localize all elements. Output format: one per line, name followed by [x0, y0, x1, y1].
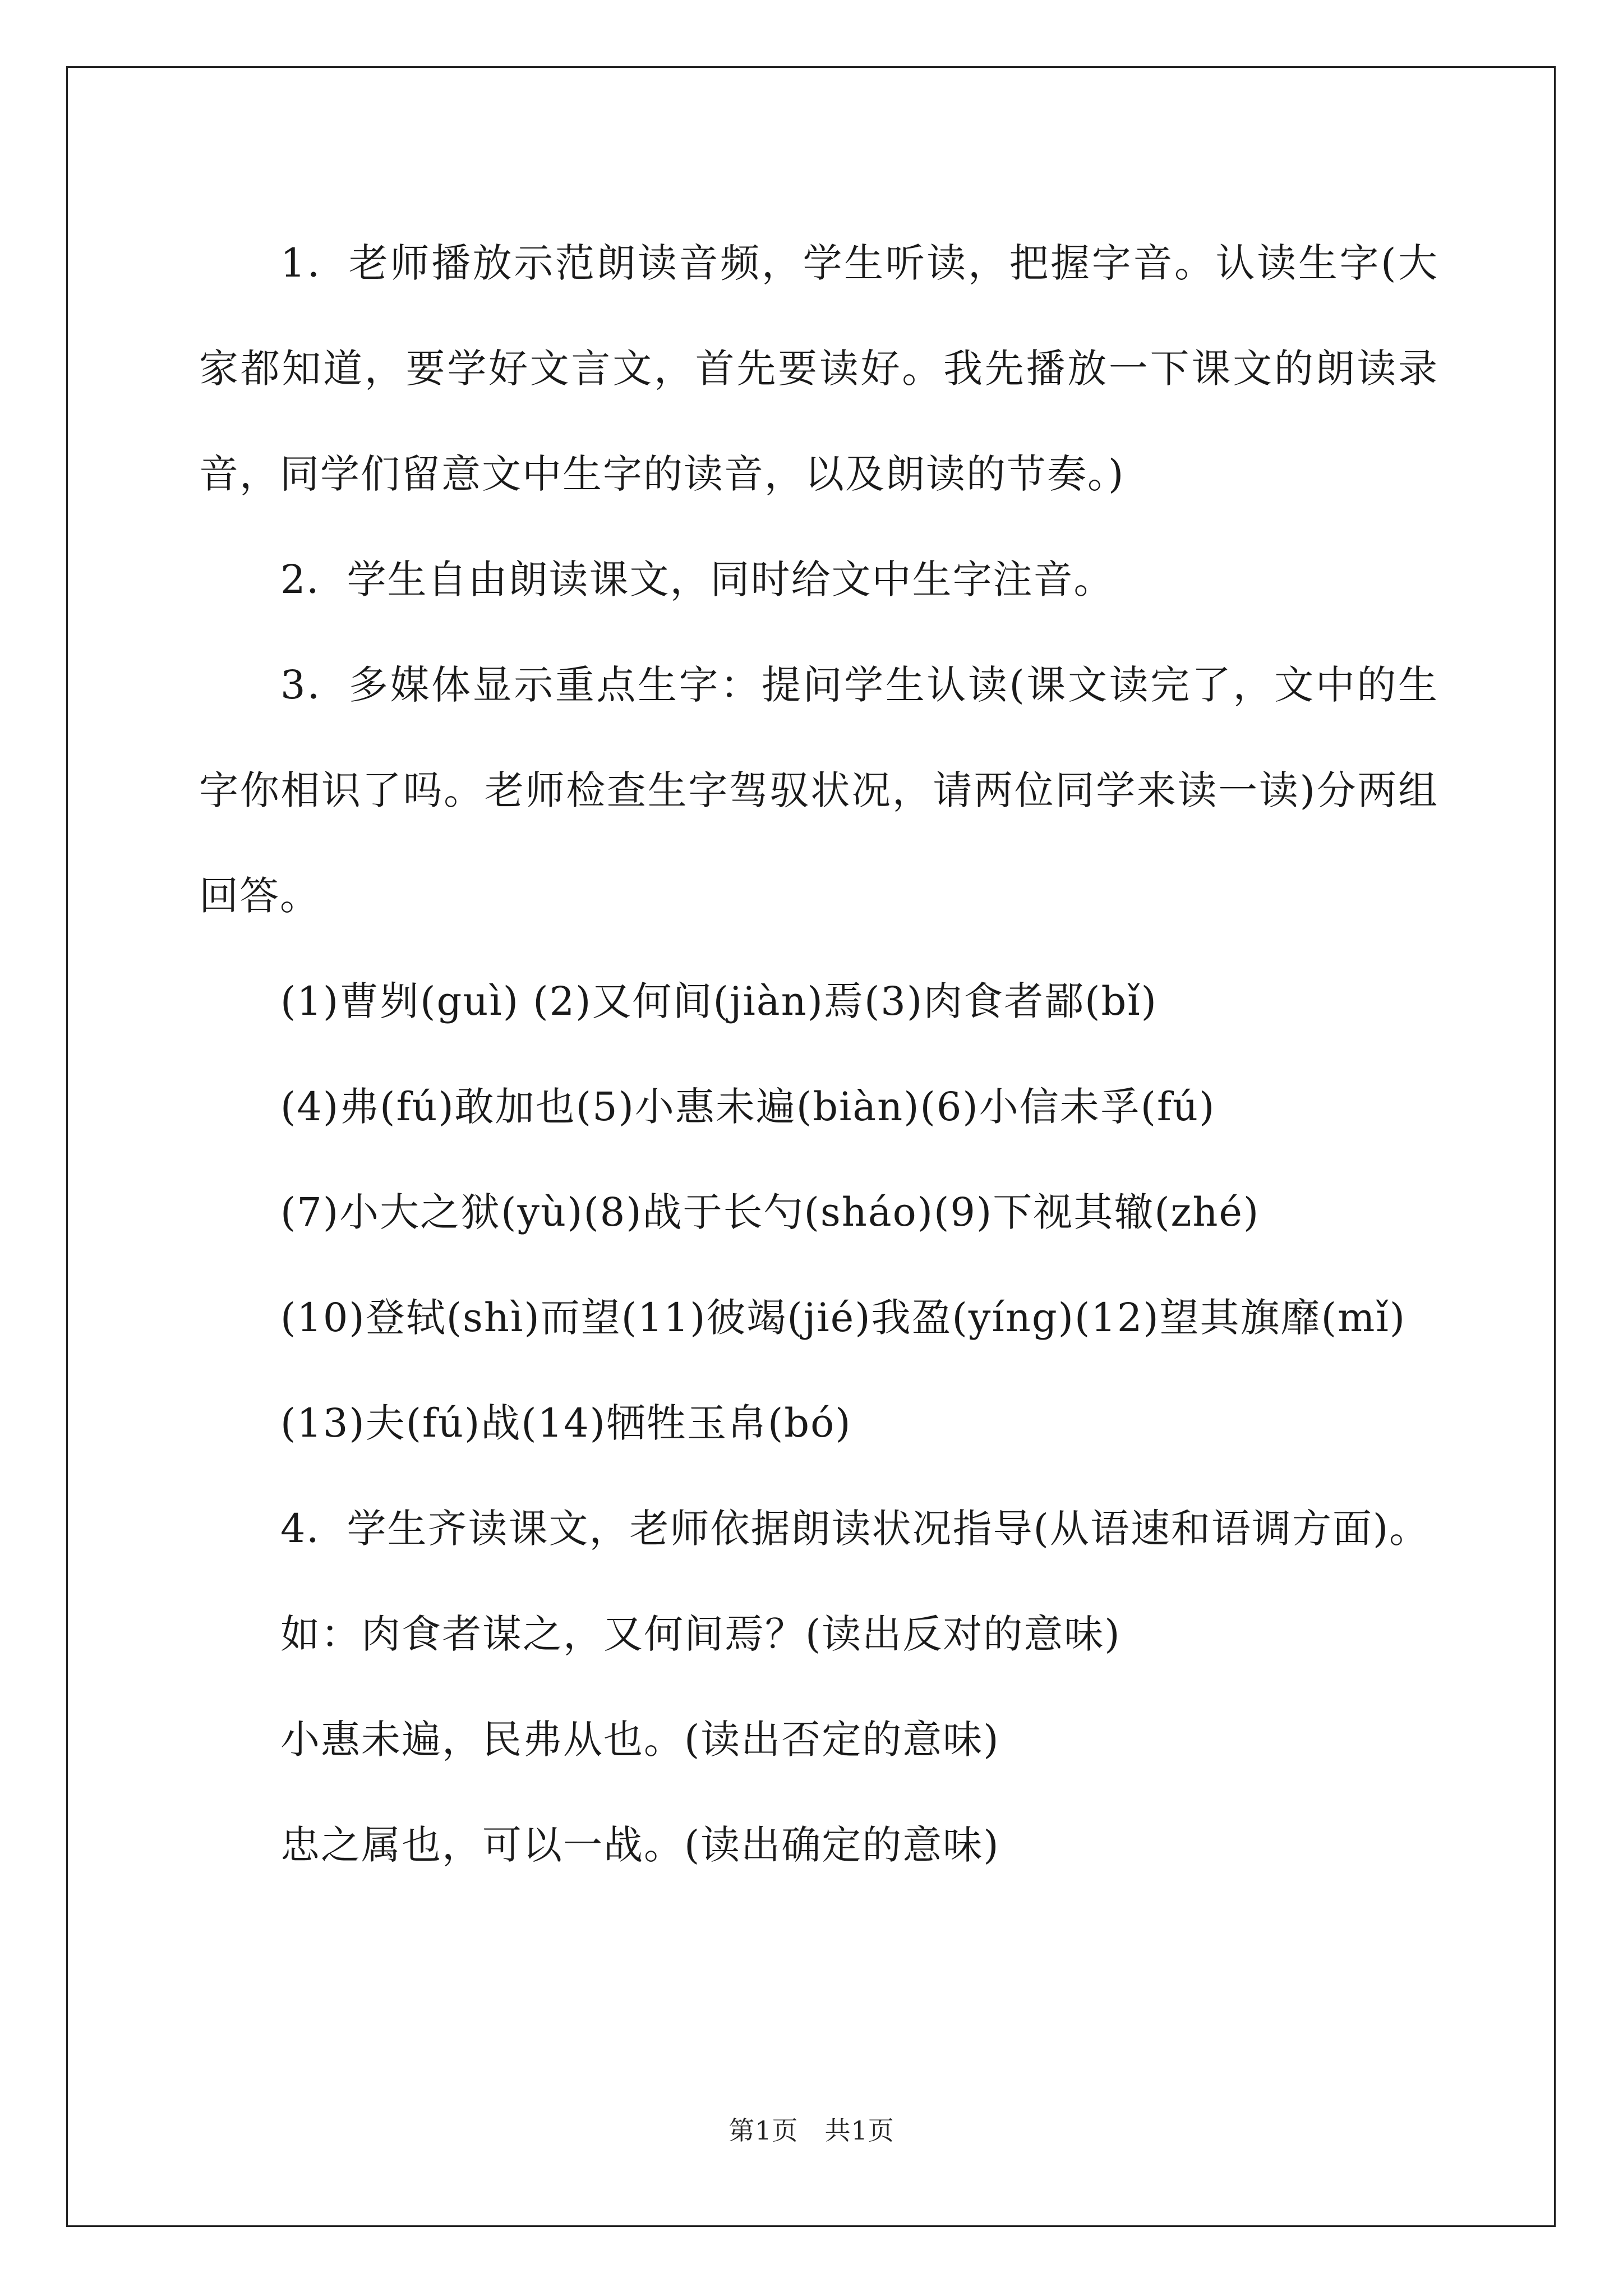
page-footer: 第1页 共1页 [728, 2115, 895, 2146]
vocab-line-3: (7)小大之狱(yù)(8)战于长勺(sháo)(9)下视其辙(zhé) [280, 1189, 1260, 1235]
vocab-line-1: (1)曹刿(guì) (2)又何间(jiàn)焉(3)肉食者鄙(bǐ) [280, 978, 1158, 1024]
paragraph-step-4: 4．学生齐读课文，老师依据朗读状况指导(从语速和语调方面)。 [280, 1506, 1430, 1552]
paragraph-step-1: 1．老师播放示范朗读音频，学生听读，把握字音。认读生字(大家都知道，要学好文言文，首先要读好。我先播放一下课文的朗读录音，同学们留意文中生字的读音，以及朗读的节奏。) [199, 240, 1438, 497]
vocab-line-4: (10)登轼(shì)而望(11)彼竭(jié)我盈(yíng)(12)望其旗靡(mǐ) [280, 1295, 1407, 1341]
paragraph-step-3: 3．多媒体显示重点生字：提问学生认读(课文读完了，文中的生字你相识了吗。老师检查生字驾驭状况，请两位同学来读一读)分两组回答。 [199, 662, 1438, 919]
document-body [199, 210, 1438, 1898]
example-line-1: 如：肉食者谋之，又何间焉？(读出反对的意味) [280, 1611, 1121, 1657]
example-line-2: 小惠未遍，民弗从也。(读出否定的意味) [280, 1717, 1000, 1763]
vocab-line-5: (13)夫(fú)战(14)牺牲玉帛(bó) [280, 1400, 852, 1446]
example-line-3: 忠之属也，可以一战。(读出确定的意味) [280, 1822, 1000, 1868]
vocab-line-2: (4)弗(fú)敢加也(5)小惠未遍(biàn)(6)小信未孚(fú) [280, 1084, 1216, 1130]
paragraph-step-2: 2．学生自由朗读课文，同时给文中生字注音。 [280, 556, 1114, 602]
